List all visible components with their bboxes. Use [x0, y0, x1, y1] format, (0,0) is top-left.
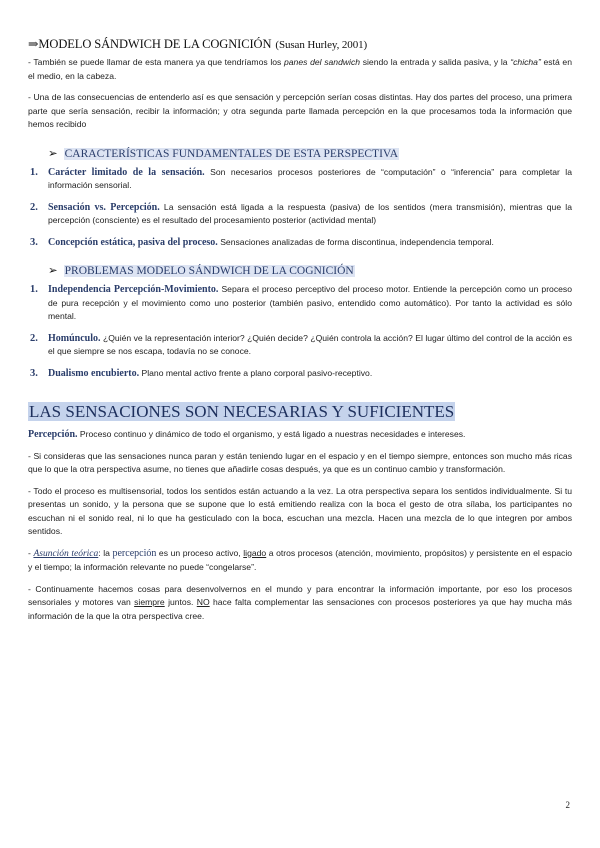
- text-span: : la: [98, 547, 113, 558]
- double-arrow-icon: ⇒: [28, 37, 39, 51]
- section-problems-heading: [48, 263, 572, 277]
- list-term: Homúnculo.: [48, 332, 101, 344]
- underlined-word-siempre: siempre: [134, 597, 165, 607]
- paragraph-percepcion-definition: [28, 428, 572, 442]
- text-span: -: [28, 547, 34, 558]
- list-number: 2.: [30, 332, 38, 344]
- list-number: 3.: [30, 236, 38, 248]
- list-term: Independencia Percepción-Movimiento.: [48, 284, 219, 295]
- list-item: [28, 236, 572, 250]
- section-title: PROBLEMAS MODELO SÁNDWICH DE LA COGNICIÓN: [64, 265, 354, 277]
- term-percepcion-inline: percepción: [112, 547, 157, 559]
- italic-term-panes: panes del sandwich: [283, 57, 361, 67]
- characteristics-list: [28, 166, 572, 250]
- list-number: 1.: [30, 166, 38, 178]
- list-number: 1.: [30, 284, 38, 295]
- document-page: [28, 36, 572, 631]
- problems-list: [28, 283, 572, 380]
- paragraph-asuncion-teorica: [28, 547, 572, 575]
- list-number: 2.: [30, 201, 38, 213]
- list-term: Sensación vs. Percepción.: [48, 201, 160, 213]
- paragraph-sandwich-name: [28, 56, 572, 83]
- section-title: CARACTERÍSTICAS FUNDAMENTALES DE ESTA PERSPECTIVA: [64, 147, 399, 160]
- main-heading-text: LAS SENSACIONES SON NECESARIAS Y SUFICIENTES: [29, 402, 455, 421]
- list-item: [28, 332, 572, 359]
- text-span: - Continuamente hacemos cosas para desenvolvernos en el mundo y para encontrar la información importante, por eso los procesos sensoriales y motores van: [28, 583, 572, 607]
- term-asuncion-teorica: Asunción teórica: [33, 548, 99, 559]
- text-span: a otros procesos (atención, movimiento, propósitos) y persistente en el espacio y el tiempo; la información relevante no puede “congelarse”.: [28, 547, 573, 572]
- arrowhead-bullet-icon: ➢: [48, 147, 58, 160]
- text-span: Proceso continuo y dinámico de todo el organismo, y está ligado a nuestras necesidades e intereses.: [77, 429, 466, 439]
- paragraph-multisensorial: - Todo el proceso es multisensorial, todos los sentidos están actuando a la vez. La otra perspectiva separa los sentidos individualmente. Si tu presentas un sonido, y la persona que se supone que lo está emitiendo realiza con la boca el gesto de otra sílaba, los participantes no escuchan ni el sonido real, ni lo que ha gesticulado con la boca, escuchan una mezcla. Hacen una mezcla de lo que integren por ambos sentidos.: [28, 485, 572, 536]
- underlined-word-ligado: ligado: [243, 547, 267, 558]
- arrowhead-bullet-icon: ➢: [48, 265, 58, 277]
- list-text: Son necesarios procesos posteriores de “computación” o “inferencia” para completar la información sensorial.: [48, 166, 573, 190]
- list-item: [28, 283, 572, 324]
- heading-title: MODELO SÁNDWICH DE LA COGNICIÓN: [38, 37, 272, 51]
- list-text: Sensaciones analizadas de forma discontinua, independencia temporal.: [217, 236, 494, 247]
- list-item: [28, 201, 572, 228]
- text-span: hace falta complementar las sensaciones con procesos posteriores ya que hay mucha más información de la que la otra perspectiva cree.: [28, 597, 572, 621]
- text-span: está en el medio, en la cabeza.: [28, 57, 572, 81]
- italic-term-chicha: “chicha”: [510, 57, 541, 67]
- heading-reference: (Susan Hurley, 2001): [275, 39, 368, 51]
- underlined-word-no: NO: [196, 597, 210, 607]
- main-heading-sensaciones: [28, 402, 572, 422]
- list-item: [28, 166, 572, 193]
- paragraph-procesos-sensoriales-motores: [28, 583, 572, 624]
- text-span: - También se puede llamar de esta manera ya que tendríamos los: [28, 57, 284, 67]
- list-term: Concepción estática, pasiva del proceso.: [48, 236, 218, 248]
- section-heading-sandwich: [28, 36, 572, 52]
- term-percepcion: Percepción.: [28, 429, 78, 440]
- list-term: Dualismo encubierto.: [48, 367, 140, 379]
- list-term: Carácter limitado de la sensación.: [48, 166, 205, 178]
- list-text: Separa el proceso perceptivo del proceso motor. Entiende la percepción como un proceso de pura recepción y el movimiento como uno posterior (también pasivo, entendido como automático). Por tanto la actividad es sólo mental.: [48, 284, 572, 321]
- list-number: 3.: [30, 367, 38, 379]
- text-span: es un proceso activo,: [156, 547, 244, 558]
- text-span: juntos.: [164, 597, 197, 607]
- paragraph-consequences: - Una de las consecuencias de entenderlo así es que sensación y percepción serían cosas distintas. Hay dos partes del proceso, una primera parte que sería sensación, recibir la información; y otra segunda parte llamada percepción en la que procesamos toda la información que hemos recibido: [28, 92, 572, 129]
- page-number: 2: [565, 800, 570, 810]
- list-item: [28, 367, 572, 381]
- text-span: siendo la entrada y salida pasiva, y la: [360, 57, 511, 67]
- list-text: ¿Quién ve la representación interior? ¿Quién decide? ¿Quién controla la acción? El lugar último del control de la acción es el que siempre se nos escapa, todavía no se conoce.: [48, 332, 572, 356]
- list-text: La sensación está ligada a la respuesta (pasiva) de los sentidos (mera transmisión), mientras que la percepción (consciente) es el resultado del procesamiento posterior (actividad mental): [48, 201, 572, 225]
- list-text: Plano mental activo frente a plano corporal pasivo-receptivo.: [139, 367, 373, 378]
- section-characteristics-heading: [48, 146, 572, 160]
- paragraph-sensaciones-continuas: - Si consideras que las sensaciones nunca paran y están teniendo lugar en el espacio y en el tiempo siempre, entonces son mucho más ricas que lo que la otra perspectiva asume, no tienes que añadirle cosas después, ya que es un continuo cambio y transformación.: [28, 450, 572, 474]
